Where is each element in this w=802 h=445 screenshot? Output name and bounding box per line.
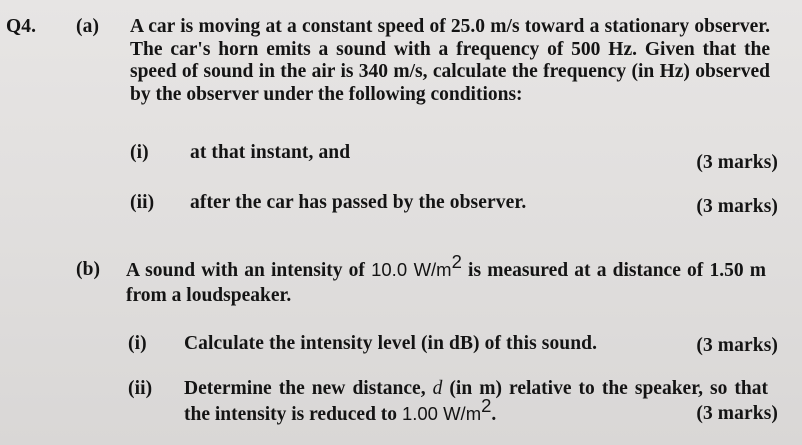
part-b-ii-marks: (3 marks) [696,403,778,424]
part-a-ii-text: after the car has passed by the observer. [190,192,527,213]
part-b-intensity: 10.0 [371,259,408,280]
part-b-ii-text [184,376,768,427]
part-b-ii-label: (ii) [128,378,153,399]
part-a-i-marks: (3 marks) [696,152,778,173]
part-b-ii-variable: d [432,378,443,399]
part-b-ii-text-mid: (in m) relative to the speaker, so that the intensity is reduced to [184,378,768,425]
question-number: Q4. [6,16,37,37]
part-a-ii-marks: (3 marks) [696,196,778,217]
part-b-unit: W/m [413,259,452,280]
part-b-text [126,250,766,308]
part-b-label: (b) [76,259,101,280]
part-b-text-after: is measured at a distance of 1.50 m from a loudspeaker. [126,260,766,306]
part-b-ii-intensity: 1.00 [401,403,438,424]
part-a-i-label: (i) [130,142,149,163]
part-b-ii-text-end: . [491,404,497,425]
part-b-ii-text-before: Determine the new distance, [184,378,433,399]
part-b-unit-exponent: 2 [451,250,462,272]
part-a-i-text: at that instant, and [190,142,351,163]
part-a-ii-label: (ii) [130,192,155,213]
part-a-text: A car is moving at a constant speed of 25.0 m/s toward a stationary observer. The car's horn emits a sound with a frequency of 500 Hz. Given that the speed of sound in the air is 340 m/s, calculate the frequency (in Hz) observed by the observer under the following conditions: [130,16,770,105]
part-b-ii-unit-exponent: 2 [481,394,492,416]
part-b-i-label: (i) [128,333,147,354]
part-b-ii-unit: W/m [443,403,482,424]
part-b-i-text: Calculate the intensity level (in dB) of this sound. [184,333,598,354]
part-b-text-before: A sound with an intensity of [126,260,372,281]
part-a-label: (a) [76,16,100,37]
part-b-i-marks: (3 marks) [696,335,778,356]
